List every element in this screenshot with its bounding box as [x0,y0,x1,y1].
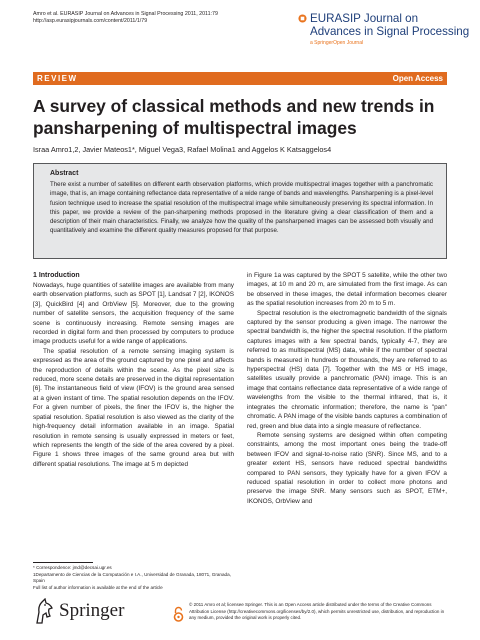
author-info-note: Full list of author information is available at the end of the article [33,584,163,590]
body-paragraph: in Figure 1a was captured by the SPOT 5 satellite, while the other two images, at 10 m and 20 m, are simulated from the first image. As can be observed in these images, the detail information becomes clearer as the spatial resolution increases from 20 m to 5 m. [247,272,447,308]
journal-name-line-1: EURASIP Journal on [310,12,419,25]
publisher-logo [33,598,148,628]
abstract-heading: Abstract [50,170,79,177]
journal-name-line-2: Advances in Signal Processing [310,25,470,38]
eurasip-logo-icon [298,14,307,23]
body-column-left [33,271,234,469]
body-paragraph: Remote sensing systems are designed within often competing constraints, among the most important ones being the trade-off between IFOV and signal-to-noise ratio (SNR). Since MS, and to a greater extent HS, sensors have reduced spectral bandwidths compared to PAN sensors, they typically have for a given IFOV a reduced spatial resolution in order to collect more photons and preserve the image SNR. Many sensors such as SPOT, ETM+, IKONOS, OrbView and [247,431,447,505]
journal-subtitle: a SpringerOpen Journal [310,40,364,46]
affiliation-note: 1Departamento de Ciencias de la Computación e I.A., Universidad de Granada, 18071, Granada, Spain [33,571,231,583]
abstract-text: There exist a number of satellites on different earth observation platforms, which provide multispectral images together with a panchromatic image, that is, an image containing reflectance data representative of a wide range of bands and wavelengths. Pansharpening is a pixel-level fusion technique used to increase the spatial resolution of the multispectral image while simultaneously preserving its spectral information. In this paper, we provide a review of the pan-sharpening methods proposed in the literature giving a clear classification of them and a description of their main characteristics. Finally, we analyze how the quality of the pansharpened images can be assessed both visually and quantitatively and examine the different quality measures proposed for that purpose. [50,181,433,235]
article-type-label: REVIEW [37,74,78,83]
article-type-bar [33,72,447,85]
article-title: A survey of classical methods and new trends in pansharpening of multispectral images [33,96,435,138]
body-paragraph: Spectral resolution is the electromagnetic bandwidth of the signals captured by the sensor producing a given image. The narrower the spectral bandwidth is, the higher the spectral resolution. If the platform captures images with a few spectral bands, typically 4-7, they are referred to as multispectral (MS) data, while if the number of spectral bands is measured in hundreds or thousands, they are referred to as hyperspectral (HS) data [7]. Together with the MS or HS image, satellites usually provide a panchromatic (PAN) image. This is an image that contains reflectance data representative of a wide range of wavelengths from the visible to the thermal infrared, that is, it integrates the chromatic information; therefore, the name is "pan" chromatic. A PAN image of the visible bands captures a combination of red, green and blue data into a single measure of reflectance. [247,309,447,430]
open-access-label: Open Access [392,74,443,83]
citation-line-1: Amro et al. EURASIP Journal on Advances in Signal Processing 2011, 2011:79 [33,11,218,17]
body-paragraph: Nowadays, huge quantities of satellite images are available from many earth observation platforms, such as SPOT [1], Landsat 7 [2], IKONOS [3], QuickBird [4] and OrbView [5]. Moreover, due to the growing number of satellite sensors, the acquisition frequency of the same scene is continuously increasing. Remote sensing images are recorded in digital form and then processed by computers to produce image products useful for a wide range of applications. [33,282,234,346]
footnote-divider [33,562,93,563]
citation-url[interactable]: http://asp.eurasipjournals.com/content/2011/1/79 [33,18,148,25]
abstract-box [33,163,447,259]
section-heading: 1 Introduction [33,272,80,279]
author-list: Israa Amro1,2, Javier Mateos1*, Miguel Vega3, Rafael Molina1 and Aggelos K Katsaggelos4 [33,145,332,154]
citation-block [33,11,218,26]
publisher-name: Springer [59,600,125,621]
license-statement: © 2011 Amro et al; licensee Springer. This is an Open Access article distributed under the terms of the Creative Commons Attribution License (http://creativecommons.org/licenses/by/2.0), which permits unrestricted use, distribution, and reproduction in any medium, provided the original work is properly cited. [189,602,445,620]
footnotes [33,565,233,591]
open-access-lock-icon [173,606,184,622]
body-paragraph: The spatial resolution of a remote sensing imaging system is expressed as the area of the ground captured by one pixel and affects the reproduction of details within the scene. As the pixel size is reduced, more scene details are preserved in the digital representation [6]. The instantaneous field of view (IFOV) is the ground area sensed at a given instant of time. The spatial resolution depends on the IFOV. For a given number of pixels, the finer the IFOV is, the higher the spatial resolution. Spatial resolution is also viewed as the clarity of the high-frequency detail information available in an image. Spatial resolution in remote sensing is usually expressed in meters or feet, which represents the length of the side of the area covered by a pixel. Figure 1 shows three images of the same ground area but with different spatial resolutions. The image at 5 m depicted [33,347,234,468]
correspondence-note: * Correspondence: jmd@decsai.ugr.es [33,565,112,570]
body-column-right [247,271,447,506]
springer-horse-icon [33,598,55,625]
